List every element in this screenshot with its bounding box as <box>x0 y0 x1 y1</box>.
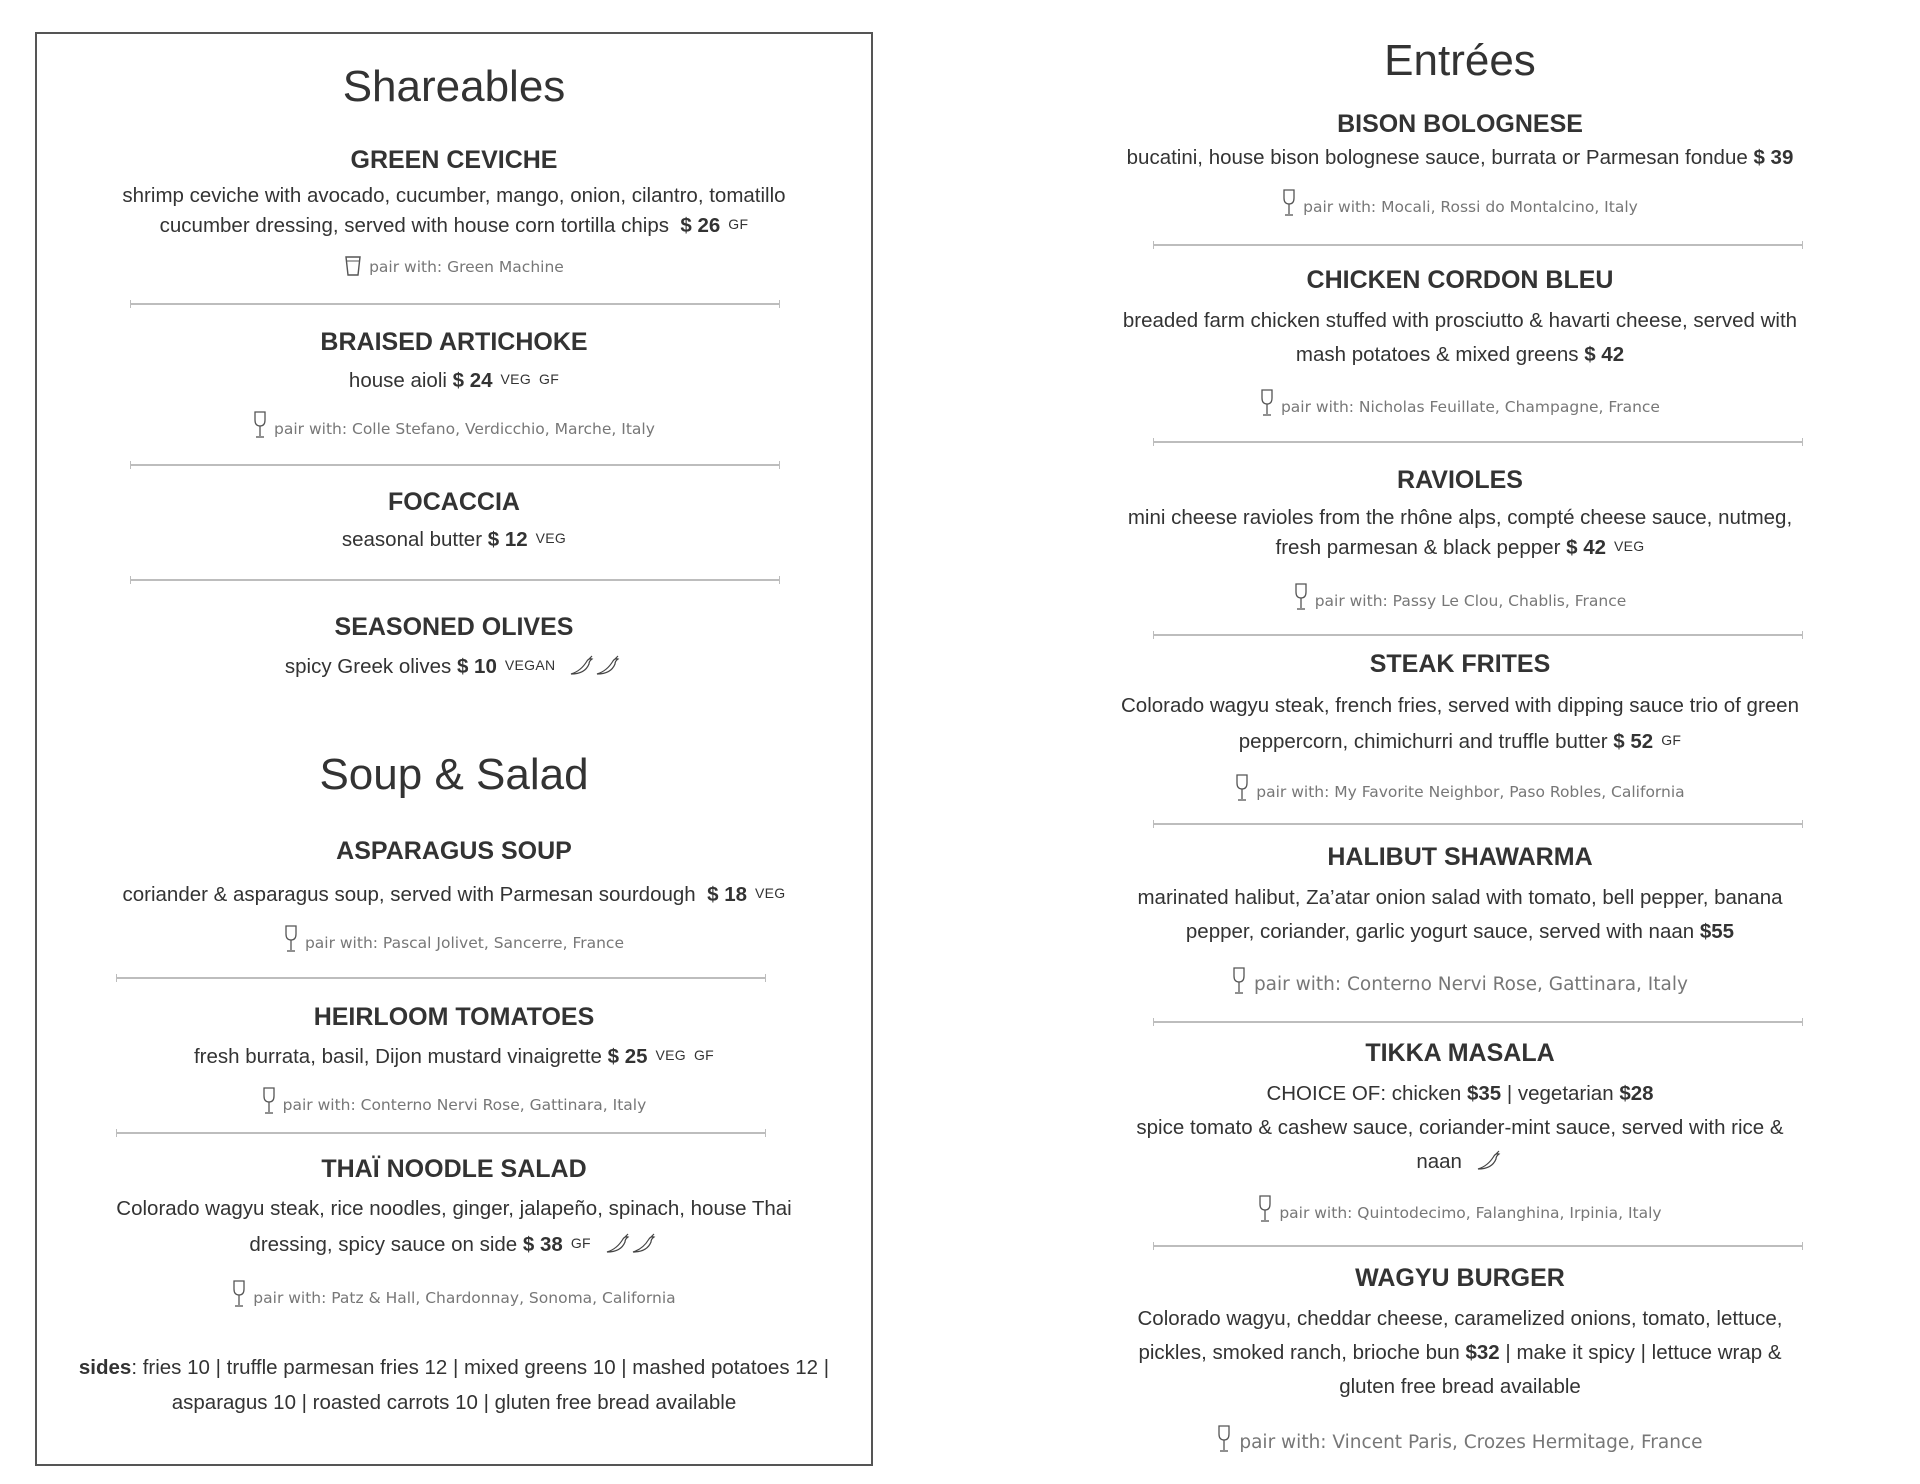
price: $ 25 <box>607 1045 648 1068</box>
desc-text: mash potatoes & mixed greens <box>1295 343 1579 366</box>
price: $55 <box>1699 920 1735 943</box>
pairing-steak-frites <box>1110 773 1810 803</box>
price: $35 <box>1466 1082 1502 1105</box>
item-desc-green-ceviche <box>37 181 871 240</box>
chili-pepper-icon <box>1474 1150 1504 1172</box>
divider <box>1153 634 1803 636</box>
price: $ 26 <box>680 214 721 237</box>
desc-line <box>37 210 871 240</box>
divider <box>130 303 780 305</box>
desc-line: shrimp ceviche with avocado, cucumber, mango, onion, cilantro, tomatillo <box>122 184 786 207</box>
item-name-steak-frites: STEAK FRITES <box>1369 650 1551 678</box>
diet-tag: GF <box>570 1235 591 1251</box>
desc-text: spicy Greek olives <box>284 655 452 678</box>
wine-glass-icon <box>1232 966 1246 996</box>
desc-line <box>1090 1336 1830 1370</box>
divider <box>1153 441 1803 443</box>
pairing-text: pair with: Mocali, Rossi do Montalcino, Italy <box>1303 198 1638 216</box>
item-name-green-ceviche: GREEN CEVICHE <box>350 146 558 174</box>
pairing-green-ceviche <box>37 254 871 278</box>
desc-text: naan <box>1416 1150 1462 1173</box>
item-desc-bison-bolognese <box>1090 141 1830 175</box>
price: $32 <box>1465 1341 1500 1364</box>
item-name-halibut-shawarma: HALIBUT SHAWARMA <box>1327 843 1593 871</box>
desc-line: marinated halibut, Za’atar onion salad with tomato, bell pepper, banana <box>1137 886 1783 909</box>
desc-text: fresh parmesan & black pepper <box>1275 536 1561 559</box>
pairing-text: pair with: Patz & Hall, Chardonnay, Sonoma, California <box>253 1289 676 1307</box>
price: $ 42 <box>1566 536 1607 559</box>
sides-line <box>77 1350 831 1385</box>
diet-tag: VEGAN <box>504 657 556 673</box>
desc-line <box>1090 915 1830 949</box>
item-desc-braised-artichoke <box>37 362 871 398</box>
item-name-seasoned-olives: SEASONED OLIVES <box>334 613 574 641</box>
desc-line: gluten free bread available <box>1339 1375 1581 1398</box>
diet-tag: VEG <box>655 1047 686 1063</box>
item-desc-chicken-cordon-bleu <box>1090 304 1830 372</box>
item-desc-wagyu-burger <box>1090 1302 1830 1404</box>
pairing-text: pair with: Quintodecimo, Falanghina, Irpinia, Italy <box>1279 1204 1662 1222</box>
desc-text: dressing, spicy sauce on side <box>249 1233 518 1256</box>
item-desc-focaccia <box>37 521 871 557</box>
diet-tag: VEG <box>500 371 532 387</box>
desc-text: seasonal butter <box>341 528 483 551</box>
pairing-heirloom-tomatoes <box>37 1086 871 1116</box>
price: $ 38 <box>522 1233 563 1256</box>
pairing-text: pair with: Green Machine <box>369 258 564 276</box>
entrees-panel <box>1110 0 1810 1484</box>
chili-pepper-icon <box>567 655 623 677</box>
desc-text: fresh burrata, basil, Dijon mustard vinaigrette <box>193 1045 602 1068</box>
wine-glass-icon <box>1258 1194 1272 1224</box>
price: $ 52 <box>1613 730 1654 753</box>
pairing-halibut-shawarma <box>1110 966 1810 996</box>
item-desc-ravioles <box>1090 503 1830 562</box>
desc-line: Colorado wagyu, cheddar cheese, caramelized onions, tomato, lettuce, <box>1137 1307 1783 1330</box>
item-name-asparagus-soup: ASPARAGUS SOUP <box>336 837 572 865</box>
pairing-wagyu-burger <box>1110 1424 1810 1454</box>
divider <box>1153 1245 1803 1247</box>
wine-glass-icon <box>253 410 267 440</box>
desc-line <box>1090 723 1830 759</box>
diet-tag: GF <box>1661 732 1682 748</box>
pairing-ravioles <box>1110 582 1810 612</box>
price: $ 42 <box>1584 343 1625 366</box>
wine-glass-icon <box>262 1086 276 1116</box>
desc-text: coriander & asparagus soup, served with Parmesan sourdough <box>122 883 696 906</box>
sides-line: asparagus 10 | roasted carrots 10 | gluten free bread available <box>171 1391 737 1414</box>
pairing-text: pair with: Pascal Jolivet, Sancerre, France <box>304 934 624 952</box>
chili-pepper-icon <box>603 1233 659 1255</box>
price: $28 <box>1619 1082 1654 1105</box>
divider <box>116 977 766 979</box>
divider <box>1153 823 1803 825</box>
cocktail-glass-icon <box>344 254 362 278</box>
divider <box>116 1132 766 1134</box>
item-desc-seasoned-olives <box>37 648 871 684</box>
pairing-text: pair with: Vincent Paris, Crozes Hermitage, France <box>1239 1432 1703 1453</box>
desc-line <box>37 1226 871 1262</box>
divider <box>130 464 780 466</box>
choice-text: CHOICE OF: chicken <box>1266 1082 1462 1105</box>
item-desc-heirloom-tomatoes <box>37 1038 871 1074</box>
item-name-wagyu-burger: WAGYU BURGER <box>1355 1264 1565 1292</box>
item-name-heirloom-tomatoes: HEIRLOOM TOMATOES <box>313 1003 595 1031</box>
desc-line: breaded farm chicken stuffed with prosciutto & havarti cheese, served with <box>1122 309 1798 332</box>
item-desc-tikka-masala <box>1090 1077 1830 1179</box>
desc-line <box>1090 532 1830 562</box>
divider <box>1153 1021 1803 1023</box>
price: $ 18 <box>707 883 748 906</box>
price: $ 39 <box>1753 146 1794 169</box>
pairing-chicken-cordon-bleu <box>1110 388 1810 418</box>
pairing-text: pair with: Colle Stefano, Verdicchio, Marche, Italy <box>274 420 655 438</box>
wine-glass-icon <box>1282 188 1296 218</box>
pairing-text: pair with: Conterno Nervi Rose, Gattinara, Italy <box>1253 974 1688 995</box>
item-name-braised-artichoke: BRAISED ARTICHOKE <box>320 328 588 356</box>
pairing-text: pair with: My Favorite Neighbor, Paso Robles, California <box>1256 783 1685 801</box>
item-name-tikka-masala: TIKKA MASALA <box>1365 1039 1555 1067</box>
shareables-title: Shareables <box>342 62 566 111</box>
desc-line <box>1090 1145 1830 1179</box>
item-name-ravioles: RAVIOLES <box>1397 466 1523 494</box>
desc-text: peppercorn, chimichurri and truffle butter <box>1238 730 1608 753</box>
item-desc-halibut-shawarma <box>1090 881 1830 949</box>
pairing-bison-bolognese <box>1110 188 1810 218</box>
pairing-text: pair with: Conterno Nervi Rose, Gattinara, Italy <box>282 1096 647 1114</box>
desc-text: pepper, coriander, garlic yogurt sauce, served with naan <box>1185 920 1695 943</box>
desc-text: pickles, smoked ranch, brioche bun <box>1138 1341 1460 1364</box>
item-desc-thai-noodle-salad <box>37 1192 871 1262</box>
wine-glass-icon <box>1294 582 1308 612</box>
sides-list <box>77 1350 831 1420</box>
wine-glass-icon <box>1260 388 1274 418</box>
pairing-text: pair with: Passy Le Clou, Chablis, France <box>1314 592 1627 610</box>
desc-text: bucatini, house bison bolognese sauce, burrata or Parmesan fondue <box>1126 146 1748 169</box>
wine-glass-icon <box>232 1279 246 1309</box>
item-name-chicken-cordon-bleu: CHICKEN CORDON BLEU <box>1306 266 1614 294</box>
sides-label: sides <box>78 1356 132 1379</box>
wine-glass-icon <box>1217 1424 1231 1454</box>
desc-line: mini cheese ravioles from the rhône alps, compté cheese sauce, nutmeg, <box>1127 506 1793 529</box>
diet-tag: VEG <box>1614 538 1645 554</box>
desc-text: | make it spicy | lettuce wrap & <box>1505 1341 1782 1364</box>
diet-tag: GF <box>728 216 749 232</box>
desc-line <box>1090 338 1830 372</box>
desc-text: house aioli <box>348 369 447 392</box>
price: $ 10 <box>456 655 497 678</box>
pairing-thai-noodle-salad <box>37 1279 871 1309</box>
diet-tag: GF <box>539 371 560 387</box>
diet-tag: GF <box>693 1047 715 1063</box>
entrees-title: Entrées <box>1384 36 1536 85</box>
wine-glass-icon <box>1235 773 1249 803</box>
item-name-focaccia: FOCACCIA <box>388 488 520 516</box>
choice-text: | vegetarian <box>1506 1082 1614 1105</box>
price: $ 12 <box>487 528 528 551</box>
diet-tag: VEG <box>755 885 786 901</box>
pairing-asparagus-soup <box>37 924 871 954</box>
item-name-thai-noodle-salad: THAÏ NOODLE SALAD <box>321 1155 587 1183</box>
choice-line <box>1090 1077 1830 1111</box>
pairing-tikka-masala <box>1110 1194 1810 1224</box>
item-name-bison-bolognese: BISON BOLOGNESE <box>1337 110 1583 138</box>
wine-glass-icon <box>284 924 298 954</box>
price: $ 24 <box>452 369 493 392</box>
soup-salad-title: Soup & Salad <box>319 750 589 799</box>
sides-text: : fries 10 | truffle parmesan fries 12 | mixed greens 10 | mashed potatoes 12 | <box>131 1356 830 1379</box>
item-desc-asparagus-soup <box>37 876 871 912</box>
desc-text: cucumber dressing, served with house corn tortilla chips <box>159 214 669 237</box>
diet-tag: VEG <box>535 530 567 546</box>
shareables-soup-salad-panel <box>35 32 873 1466</box>
pairing-text: pair with: Nicholas Feuillate, Champagne, France <box>1280 398 1660 416</box>
desc-line: Colorado wagyu steak, rice noodles, ginger, jalapeño, spinach, house Thai <box>116 1197 792 1220</box>
desc-line: spice tomato & cashew sauce, coriander-mint sauce, served with rice & <box>1136 1116 1784 1139</box>
item-desc-steak-frites <box>1090 689 1830 759</box>
divider <box>130 579 780 581</box>
pairing-braised-artichoke <box>37 410 871 440</box>
divider <box>1153 244 1803 246</box>
desc-line: Colorado wagyu steak, french fries, served with dipping sauce trio of green <box>1120 694 1799 717</box>
